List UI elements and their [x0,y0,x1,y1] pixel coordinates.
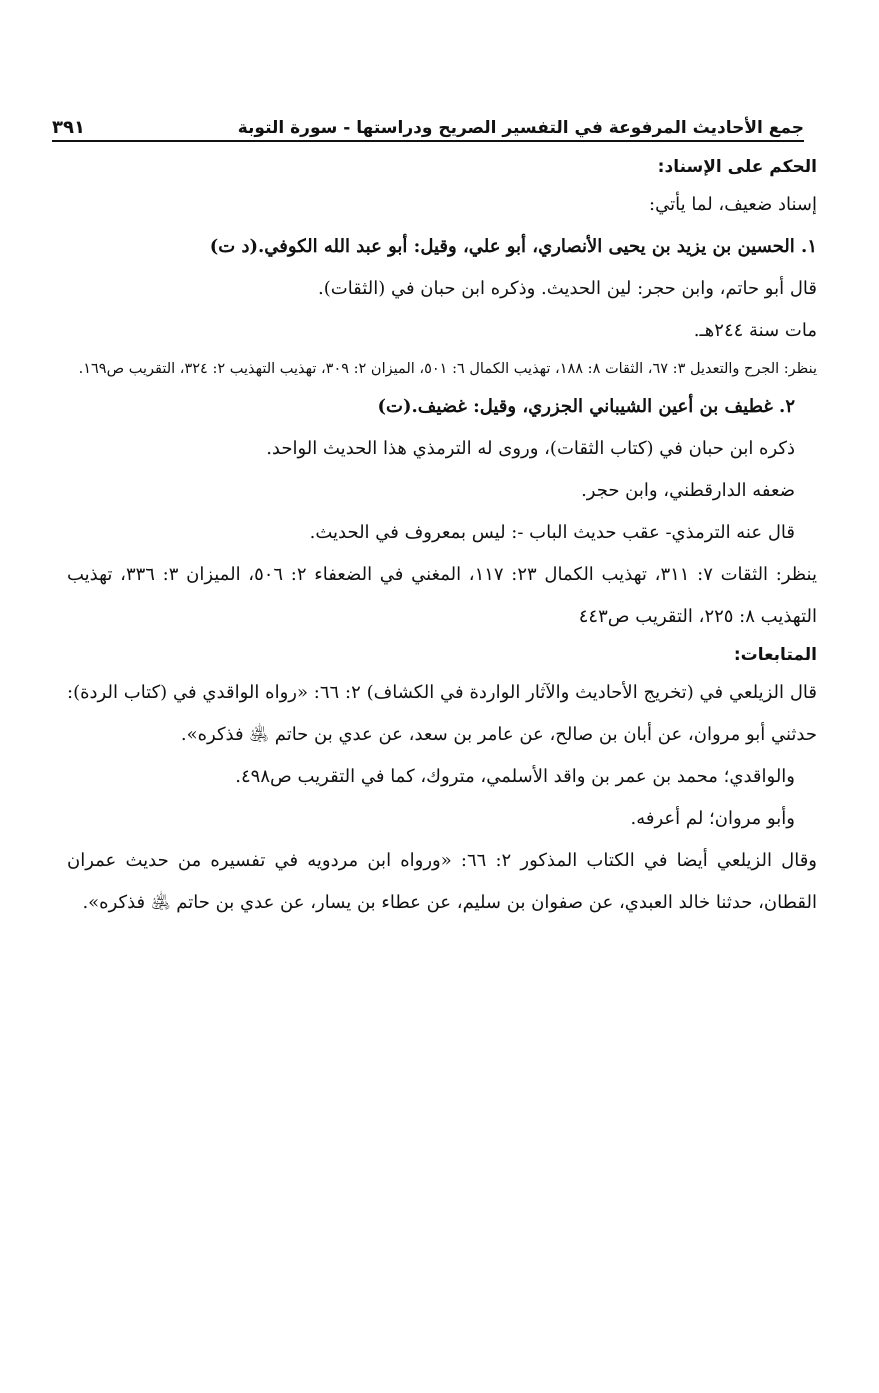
narrator-2-name: ٢. غطيف بن أعين الشيباني الجزري، وقيل: غضيف.(ت) [377,396,795,417]
narrator-2-references: ينظر: الثقات ٧: ٣١١، تهذيب الكمال ٢٣: ١١٧، المغني في الضعفاء ٢: ٥٠٦، الميزان ٣: ٣٣٦، تهذيب التهذيب ٨: ٢٢٥، التقريب ص٤٤٣ [67,564,817,627]
narrator-2-ibn-hibban: ذكره ابن حبان في (كتاب الثقات)، وروى له الترمذي هذا الحديث الواحد. [266,438,795,459]
abu-marwan-note: وأبو مروان؛ لم أعرفه. [630,808,795,829]
waqidi-note: والواقدي؛ محمد بن عمر بن واقد الأسلمي، متروك، كما في التقريب ص٤٩٨. [235,766,795,787]
page-body [67,150,817,924]
narrator-1-death: مات سنة ٢٤٤هـ. [693,320,817,341]
narrator-1-name: ١. الحسين بن يزيد بن يحيى الأنصاري، أبو علي، وقيل: أبو عبد الله الكوفي.(د ت) [209,236,817,257]
narrator-2-tirmidhi: قال عنه الترمذي- عقب حديث الباب -: ليس بمعروف في الحديث. [309,522,795,543]
zaylai-quote-1: قال الزيلعي في (تخريج الأحاديث والآثار الواردة في الكشاف) ٢: ٦٦: «رواه الواقدي في (كتاب الردة): حدثني أبو مروان، عن أبان بن صالح، عن عامر بن سعد، عن عدي بن حاتم ﵁ فذكره». [67,682,817,745]
running-title: جمع الأحاديث المرفوعة في التفسير الصريح ودراستها - سورة التوبة [237,118,804,138]
narrator-1-references: ينظر: الجرح والتعديل ٣: ٦٧، الثقات ٨: ١٨٨، تهذيب الكمال ٦: ٥٠١، الميزان ٢: ٣٠٩، تهذيب التهذيب ٢: ٣٢٤، التقريب ص١٦٩. [78,361,817,377]
narrator-1-grading: قال أبو حاتم، وابن حجر: لين الحديث. وذكره ابن حبان في (الثقات). [318,278,817,299]
isnad-ruling-intro: إسناد ضعيف، لما يأتي: [649,194,817,215]
mutabaat-heading: المتابعات: [733,645,817,665]
page-header [52,108,804,142]
isnad-ruling-heading: الحكم على الإسناد: [657,157,817,177]
zaylai-quote-2: وقال الزيلعي أيضا في الكتاب المذكور ٢: ٦٦: «ورواه ابن مردويه في تفسيره من حديث عمران القطان، حدثنا خالد العبدي، عن صفوان بن سليم، عن عطاء بن يسار، عن عدي بن حاتم ﵁ فذكره». [67,850,817,913]
page-number: ٣٩١ [52,117,85,138]
narrator-2-daraqutni: ضعفه الدارقطني، وابن حجر. [581,480,795,501]
